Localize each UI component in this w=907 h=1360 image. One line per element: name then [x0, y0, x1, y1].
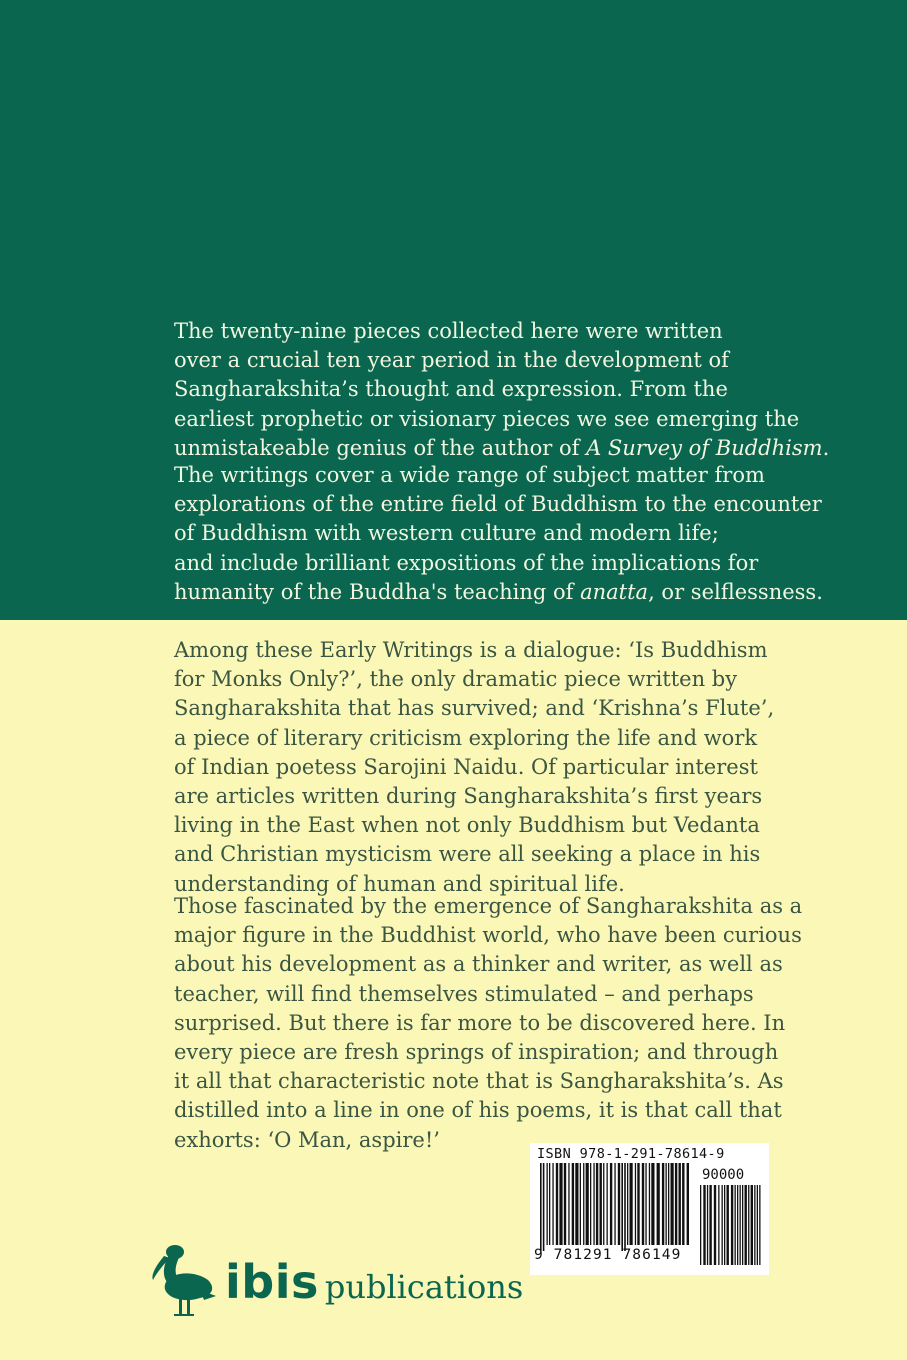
barcode-bar	[603, 1163, 604, 1245]
barcode-bar	[662, 1163, 664, 1245]
barcode-addon-bar	[707, 1185, 708, 1265]
barcode-bar	[583, 1163, 584, 1245]
barcode-bar	[671, 1163, 674, 1245]
barcode-bar	[614, 1163, 615, 1245]
blurb-line: exhorts: ‘O Man, aspire!’	[174, 1127, 440, 1152]
blurb-line: of Buddhism with western culture and modern life;	[174, 521, 719, 546]
barcode-bar	[564, 1163, 566, 1245]
barcode-bar	[610, 1163, 612, 1245]
barcode-bar	[572, 1163, 574, 1245]
barcode-addon-bar	[740, 1185, 741, 1265]
barcode-bar	[651, 1163, 654, 1245]
barcode-bar	[627, 1163, 628, 1245]
barcode-bar	[637, 1163, 639, 1245]
blurb-paragraph-1	[174, 317, 829, 463]
barcode-bar	[645, 1163, 646, 1245]
barcode-bar	[682, 1163, 684, 1245]
barcode-bar	[559, 1163, 562, 1245]
barcode-bar	[568, 1163, 569, 1245]
blurb-line: it all that characteristic note that is Sangharakshita’s. As	[174, 1069, 784, 1094]
barcode-bar	[621, 1163, 623, 1251]
barcode-bar	[543, 1163, 545, 1251]
blurb-line: explorations of the entire field of Buddhism to the encounter	[174, 492, 822, 517]
blurb-line-last	[174, 434, 829, 463]
barcode-addon-bar	[731, 1185, 733, 1265]
isbn-label: ISBN 978-1-291-78614-9	[537, 1146, 725, 1162]
barcode-bar	[549, 1163, 550, 1245]
book-title-italic: A Survey of Buddhism	[586, 435, 823, 460]
barcode-bar	[679, 1163, 681, 1245]
blurb-line: The writings cover a wide range of subject matter from	[174, 463, 765, 487]
barcode-addon-bar	[742, 1185, 743, 1265]
barcode-bar	[657, 1163, 660, 1245]
blurb-line: and Christian mysticism were all seeking a place in his	[174, 842, 761, 867]
barcode-addon-bar	[745, 1185, 747, 1265]
barcode-bar	[666, 1163, 667, 1245]
barcode-bar	[593, 1163, 594, 1245]
blurb-line: for Monks Only?’, the only dramatic piece written by	[174, 667, 738, 692]
blurb-line: about his development as a thinker and writer, as well as	[174, 952, 783, 977]
blurb-line: Sangharakshita’s thought and expression. From the	[174, 377, 728, 402]
blurb-line: distilled into a line in one of his poems, it is that call that	[174, 1098, 782, 1123]
barcode-addon-bar	[748, 1185, 749, 1265]
top-green-panel	[0, 0, 907, 620]
barcode-bar	[540, 1163, 542, 1251]
blurb-line: earliest prophetic or visionary pieces we see emerging the	[174, 406, 800, 431]
barcode-bar	[590, 1163, 591, 1245]
blurb-line: major figure in the Buddhist world, who have been curious	[174, 923, 802, 948]
barcode-addon-bar	[757, 1185, 758, 1265]
blurb-line: of Indian poetess Sarojini Naidu. Of particular interest	[174, 754, 758, 779]
barcode-bar	[618, 1163, 620, 1245]
barcode-addon-bar	[759, 1185, 760, 1265]
barcode-bar	[675, 1163, 677, 1245]
blurb-line: over a crucial ten year period in the development of	[174, 348, 729, 373]
text-run: .	[822, 435, 830, 460]
text-run: , or selflessness.	[648, 579, 823, 604]
barcode-addon-bar	[737, 1185, 738, 1265]
blurb-line: and include brilliant expositions of the implications for	[174, 550, 759, 575]
publisher-suffix: publications	[324, 1268, 524, 1306]
barcode-bar	[556, 1163, 558, 1245]
blurb-line: a piece of literary criticism exploring the life and work	[174, 725, 758, 750]
barcode-bar	[586, 1163, 589, 1245]
barcode-addon-number: 90000	[702, 1167, 745, 1183]
barcode-addon-bar	[727, 1185, 729, 1265]
blurb-line-last	[174, 578, 823, 607]
publisher-wordmark	[225, 1255, 523, 1309]
barcode-bar	[552, 1163, 553, 1245]
isbn-barcode	[530, 1143, 769, 1275]
barcode-bar	[547, 1163, 548, 1245]
barcode-addon-bar	[735, 1185, 736, 1265]
blurb-line: Among these Early Writings is a dialogue: ‘Is Buddhism	[174, 638, 768, 662]
text-run: unmistakeable genius of the author of	[174, 435, 587, 460]
barcode-addon-bar	[703, 1185, 705, 1265]
barcode-addon-bar	[700, 1185, 701, 1265]
blurb-line: teacher, will find themselves stimulated – and perhaps	[174, 981, 754, 1006]
blurb-paragraph-2	[174, 461, 823, 607]
barcode-bar	[642, 1163, 644, 1245]
blurb-line: living in the East when not only Buddhism but Vedanta	[174, 813, 760, 838]
barcode-bar	[649, 1163, 650, 1245]
barcode-addon-bar	[709, 1185, 711, 1265]
barcode-addon-bar	[754, 1185, 755, 1265]
blurb-line: Sangharakshita that has survived; and ‘Krishna’s Flute’,	[174, 696, 775, 721]
blurb-paragraph-3	[174, 636, 774, 899]
blurb-paragraph-4	[174, 892, 802, 1155]
blurb-line: are articles written during Sangharakshita’s first years	[174, 784, 763, 809]
barcode-addon-bar	[718, 1185, 719, 1265]
barcode-bar	[668, 1163, 669, 1245]
term-italic: anatta	[580, 579, 649, 604]
blurb-line: understanding of human and spiritual life.	[174, 871, 625, 896]
blurb-line: Those fascinated by the emergence of Sangharakshita as a	[174, 894, 803, 918]
text-run: humanity of the Buddha's teaching of	[174, 579, 581, 604]
barcode-bar	[575, 1163, 578, 1245]
barcode-bar	[596, 1163, 598, 1245]
barcode-bar	[607, 1163, 608, 1245]
barcode-bar	[580, 1163, 581, 1245]
barcode-ean-number: 9 781291 786149	[534, 1247, 682, 1263]
barcode-bar	[687, 1163, 689, 1245]
barcode-bar	[630, 1163, 633, 1245]
barcode-bar	[635, 1163, 636, 1245]
barcode-addon-bar	[751, 1185, 753, 1265]
barcode-bar	[600, 1163, 602, 1245]
blurb-line: surprised. But there is far more to be discovered here. In	[174, 1010, 786, 1035]
blurb-line: The twenty-nine pieces collected here were written	[174, 319, 723, 343]
blurb-line: every piece are fresh springs of inspiration; and through	[174, 1040, 779, 1065]
barcode-addon-bar	[724, 1185, 725, 1265]
barcode-addon-bar	[714, 1185, 716, 1265]
barcode-bar	[624, 1163, 626, 1251]
publisher-brand: ibis	[225, 1255, 319, 1309]
barcode-addon-bar	[722, 1185, 723, 1265]
